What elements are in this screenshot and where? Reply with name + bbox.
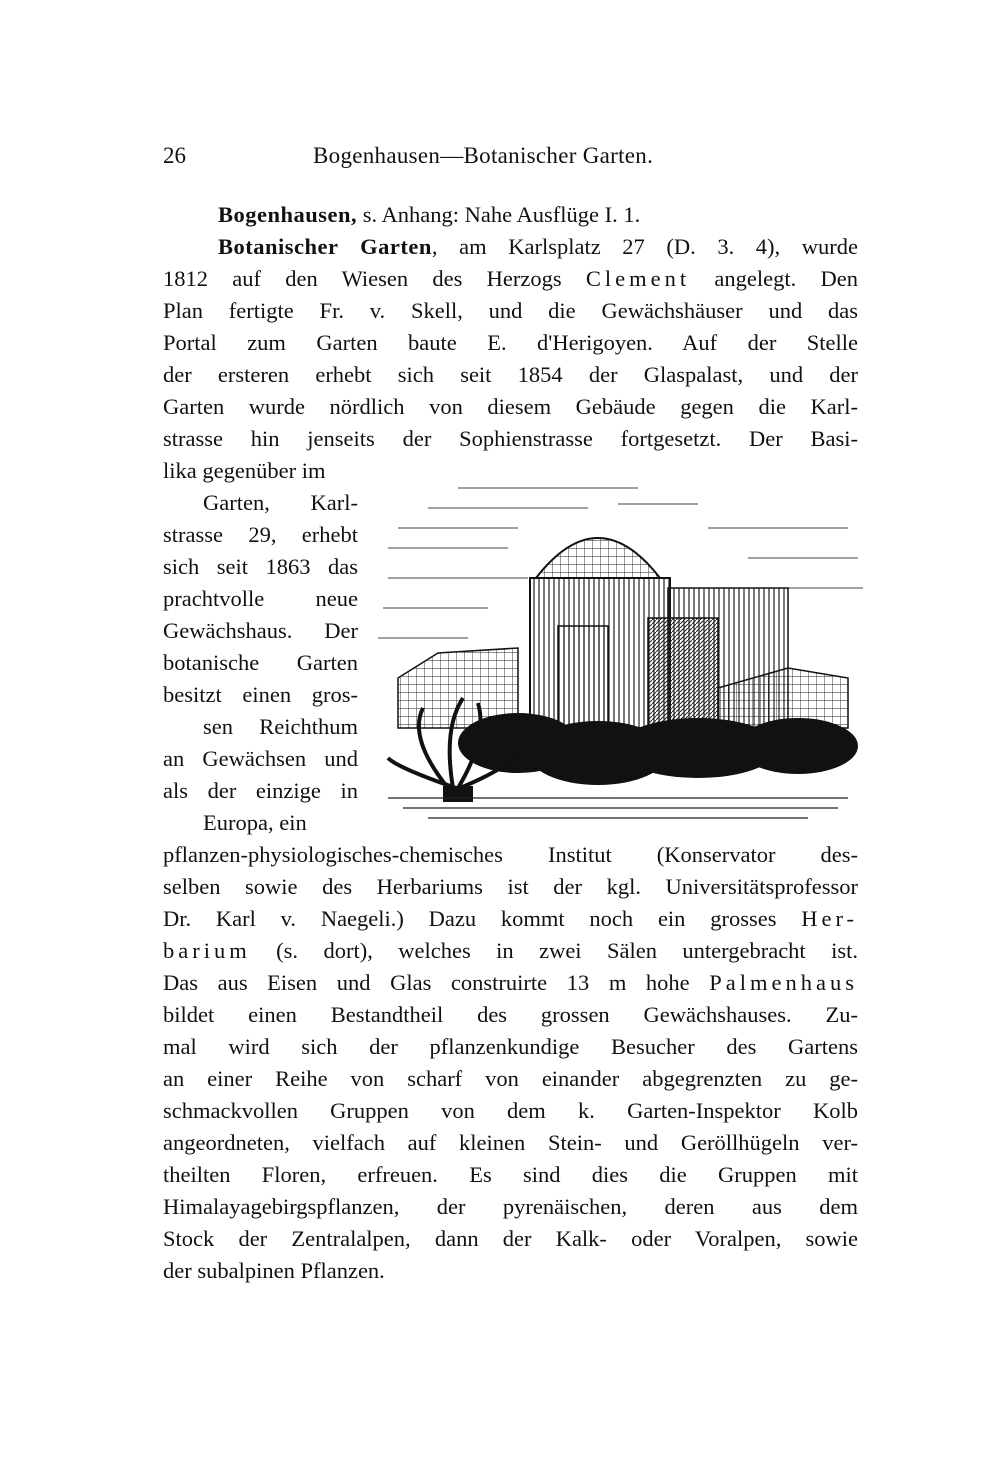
- planter: [443, 786, 473, 802]
- trees: [458, 713, 858, 785]
- spaced-name: Clement: [585, 266, 691, 291]
- text-line: Das aus Eisen und Glas construirte 13 m hohe Palmenhaus: [163, 970, 858, 995]
- text-line: Plan fertigte Fr. v. Skell, und die Gewächshäuser und das: [163, 298, 858, 323]
- text-line: bildet einen Bestandtheil des grossen Gewächshauses. Zu-: [163, 1002, 858, 1027]
- text-line: als der einzige in: [163, 778, 358, 803]
- text-line: an Gewächsen und: [163, 746, 358, 771]
- text-line: Gewächshaus. Der: [163, 618, 358, 643]
- text-line: Stock der Zentralalpen, dann der Kalk- oder Voralpen, sowie: [163, 1226, 858, 1251]
- text-line: Himalayagebirgspflanzen, der pyrenäischen, deren aus dem: [163, 1194, 858, 1219]
- spaced-name: Palmenhaus: [709, 970, 858, 995]
- text-line: mal wird sich der pflanzenkundige Besucher des Gartens: [163, 1034, 858, 1059]
- text-line: Garten, Karl-: [203, 490, 358, 515]
- text-line: angeordneten, vielfach auf kleinen Stein- und Geröllhügeln ver-: [163, 1130, 858, 1155]
- running-title: Bogenhausen—Botanischer Garten.: [313, 143, 654, 168]
- text-line: sich seit 1863 das: [163, 554, 358, 579]
- text-line: barium (s. dort), welches in zwei Sälen untergebracht ist.: [163, 938, 858, 963]
- entry-text: , am Karlsplatz 27 (D. 3. 4), wurde: [431, 234, 858, 259]
- text-line: Garten wurde nördlich von diesem Gebäude gegen die Karl-: [163, 394, 858, 419]
- entry-bogenhausen: [218, 200, 640, 230]
- text-line: besitzt einen gros-: [163, 682, 358, 707]
- text-line: botanische Garten: [163, 650, 358, 675]
- text-line: prachtvolle neue: [163, 586, 358, 611]
- text-line: Dr. Karl v. Naegeli.) Dazu kommt noch ein grosses Her-: [163, 906, 858, 931]
- text-line: sen Reichthum: [203, 714, 358, 739]
- tower: [648, 618, 718, 728]
- text-line: selben sowie des Herbariums ist der kgl. Universitätsprofessor: [163, 874, 858, 899]
- text-line: pflanzen-physiologisches-chemisches Institut (Konservator des-: [163, 842, 858, 867]
- text-line: lika gegenüber im: [163, 458, 326, 483]
- text-line: Portal zum Garten baute E. d'Herigoyen. Auf der Stelle: [163, 330, 858, 355]
- spaced-name: Her-: [801, 906, 858, 931]
- text-line: der subalpinen Pflanzen.: [163, 1258, 385, 1283]
- entry-term: Botanischer Garten: [218, 234, 432, 259]
- text-line: strasse 29, erhebt: [163, 522, 358, 547]
- entry-botanischer-garten: [218, 232, 858, 262]
- text-line: theilten Floren, erfreuen. Es sind dies die Gruppen mit: [163, 1162, 858, 1187]
- dome: [536, 538, 660, 578]
- running-header: [163, 143, 863, 177]
- greenhouse-engraving: [368, 468, 868, 828]
- entry-term: Bogenhausen,: [218, 202, 358, 227]
- text-line: 1812 auf den Wiesen des Herzogs Clement angelegt. Den: [163, 266, 859, 291]
- text-line: der ersteren erhebt sich seit 1854 der Glaspalast, und der: [163, 362, 858, 387]
- text-line: strasse hin jenseits der Sophienstrasse fortgesetzt. Der Basi-: [163, 426, 858, 451]
- entry-text: s. Anhang: Nahe Ausflüge I. 1.: [357, 202, 641, 227]
- pavilion: [558, 626, 608, 726]
- page-number: 26: [163, 143, 186, 168]
- text-line: Europa, ein: [203, 810, 307, 835]
- text-line: schmackvollen Gruppen von dem k. Garten-Inspektor Kolb: [163, 1098, 858, 1123]
- text-line: an einer Reihe von scharf von einander abgegrenzten zu ge-: [163, 1066, 858, 1091]
- spaced-name: barium: [163, 938, 251, 963]
